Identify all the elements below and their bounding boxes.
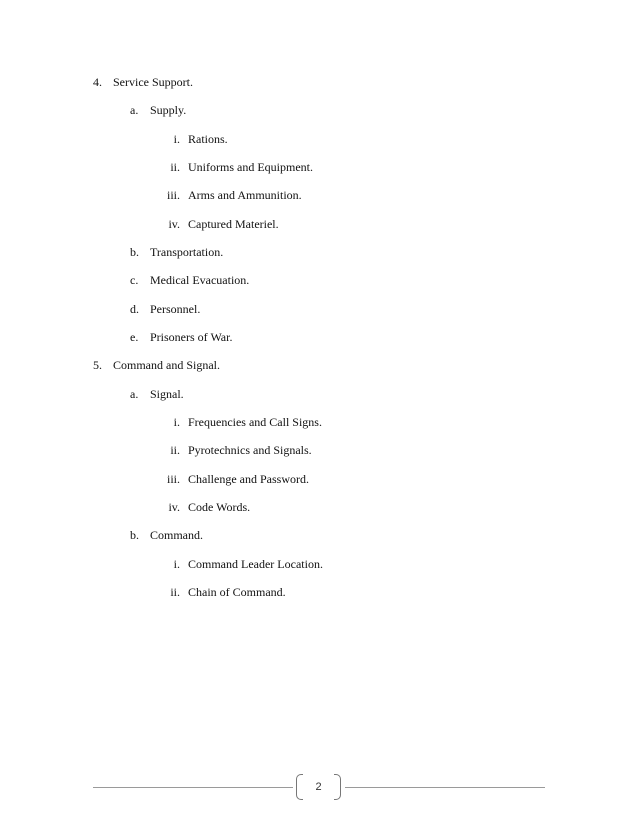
outline-text: Service Support. [113,75,193,89]
outline-text: Command. [150,528,203,542]
outline-marker: b. [130,245,139,259]
outline-text: Prisoners of War. [150,330,233,344]
outline-text: Code Words. [188,500,251,514]
outline-marker: iv. [168,500,180,514]
outline-marker: i. [173,415,180,429]
outline-text: Transportation. [150,245,224,259]
page-number: 2 [315,781,322,793]
outline-marker: a. [130,103,139,117]
outline-marker: d. [130,302,139,316]
outline-text: Supply. [150,103,187,117]
outline-text: Uniforms and Equipment. [188,160,313,174]
outline-marker: iii. [166,472,180,486]
outline-marker: b. [130,528,139,542]
outline-marker: ii. [170,585,180,599]
outline-marker: e. [130,330,139,344]
outline-text: Personnel. [150,302,201,316]
footer-right-bracket [334,774,341,800]
outline-text: Arms and Ammunition. [188,188,302,202]
footer-left-bracket [296,774,303,800]
outline-text: Signal. [150,387,184,401]
outline-marker: iv. [168,217,180,231]
outline-marker: 5. [93,358,102,372]
outline-marker: ii. [170,160,180,174]
outline-marker: iii. [166,188,180,202]
outline-marker: i. [173,132,180,146]
outline-text: Frequencies and Call Signs. [188,415,322,429]
outline-text: Medical Evacuation. [150,273,250,287]
outline-marker: c. [130,273,139,287]
outline-text: Chain of Command. [188,585,286,599]
outline-marker: 4. [93,75,102,89]
outline-marker: i. [173,557,180,571]
outline-text: Command and Signal. [113,358,220,372]
outline-text: Command Leader Location. [188,557,323,571]
footer-rule-left [93,787,293,788]
footer-rule-right [345,787,545,788]
outline-marker: a. [130,387,139,401]
outline-text: Captured Materiel. [188,217,279,231]
outline-text: Challenge and Password. [188,472,309,486]
outline-marker: ii. [170,443,180,457]
outline-text: Rations. [188,132,228,146]
outline-text: Pyrotechnics and Signals. [188,443,312,457]
